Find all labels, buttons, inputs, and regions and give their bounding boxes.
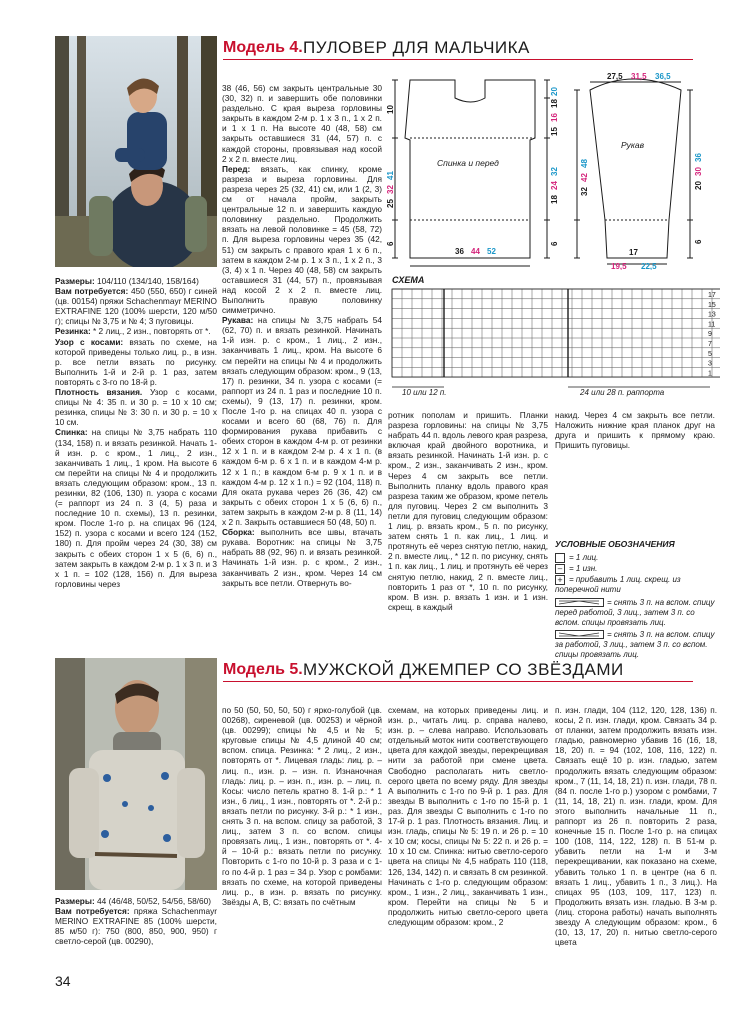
front-text: вязать, как спинку, кроме разреза и выреза горловины. Для разреза через 25 (32, 41) см, или 1 (2, 3) см от начала пройм, закрыть центральные 12 п. и завершить каждую половинку раздельно. Продолжить вязать на левой половинке = 45 (58, 72) п. Для выреза горловины через 35 (42, 51) см закрыть с правого края 1 х 6 п., затем в каждом 2-м р. 1 х 3 п., 1 х 2 п., 3 (3, 4) х 1 п. Через 40 (48, 58) см закрыть оставшиеся 31 (44, 57) п., провязывая над косой 2 х 2 п. вместе лиц. Выполнить правую половинку симметрично. xyxy=(222,163,382,316)
rib-text: * 2 лиц., 2 изн., повторять от *. xyxy=(90,326,211,337)
scheme-row-number: 11 xyxy=(708,321,716,329)
m5-sizes-text: 44 (46/48, 50/52, 54/56, 58/60) xyxy=(94,896,211,906)
dim-b22: 22,5 xyxy=(641,262,657,270)
garment-schematic xyxy=(385,70,720,270)
density-text: Узор с косами, спицы № 4: 35 п. и 30 р. = 10 х 10 см; резинка, спицы № 3: 30 п. и 30 р. = 10 х 10 см. xyxy=(55,387,217,428)
legend-increase-text: = прибавить 1 лиц. скрещ. из поперечной нити xyxy=(555,575,681,594)
finishing-text: накид. Через 4 см закрыть все петли. Наложить нижние края планок друг на друга и пришить к прямому краю. Пришить пуговицы. xyxy=(555,410,715,451)
back-text: на спицы № 3,75 набрать 110 (134, 158) п. и вязать резинкой. Начать 1-й изн. р. с кром., 1 лиц., 2 изн., заканчивать 1 лиц., 1 кром. На высоте 6 см перейти на спицы № 4 и продолжить вязать следующим образом: кром., 13 п. резинки, 82 (106, 130) п. узора с косами (= раппорт из 24 п. 3 (4, 5) раза и последние 10 п. схемы), 13 п. резинки, кром. После 1-го р. на спицах 96 (124, 152) п. узора с косами и всего 124 (152, 180) п. Для пройм через 24 (30, 38) см закрыть с обеих сторон 1 х 5 (6, 6) п., затем закрыть в каждом 2-м р. 1 х 3 п. и 3 х 1 п. = 102 (128, 156) п. Для выреза горловины через xyxy=(55,427,217,589)
model4-col2 xyxy=(222,83,382,668)
dim-s36: 36 xyxy=(694,153,703,162)
dim-20: 20 xyxy=(550,87,559,96)
model4-header-rule xyxy=(223,59,693,60)
front-back-label: Спинка и перед xyxy=(437,158,499,168)
model5-col2 xyxy=(222,705,382,965)
density-label: Плотность вязания. xyxy=(55,387,143,398)
model5-col3 xyxy=(388,705,548,965)
sleeve-piece-outline xyxy=(590,79,681,258)
legend-purl-text: = 1 изн. xyxy=(569,564,598,574)
legend-item-cable-back xyxy=(555,630,720,660)
scheme-row-number: 9 xyxy=(708,331,712,339)
dim-25b: 32 xyxy=(386,185,395,194)
dim-25a: 25 xyxy=(386,199,395,208)
sleeve-label: Рукава: xyxy=(222,315,254,326)
dim-15: 15 xyxy=(550,127,559,136)
legend-title: УСЛОВНЫЕ ОБОЗНАЧЕНИЯ xyxy=(555,539,675,549)
dim-36: 36 xyxy=(455,247,464,256)
page-number: 34 xyxy=(55,973,71,989)
legend-item-purl: – = 1 изн. xyxy=(555,564,720,574)
dim-18b: 18 xyxy=(550,195,559,204)
placket-text: ротник пополам и пришить. Планки разреза горловины: на спицы № 3,75 набрать 44 п. вдоль левого края разреза, включая край двойного воротника, и вязать резинкой. Начинать 1-й изн. р. с кром., 2 изн., заканчивать 2 изн., кром. Через 4 см закрыть все петли. Выполнить планку вдоль правого края разреза таким же образом, кроме петель для пуговиц. Через 2 см выполнить 3 петли для пуговиц следующим образом: 1 лиц. р. вязать кром., 5 п. по рисунку, затем снять 1 п. как лиц., 1 лиц. и протянуть её через снятую петлю, накид, 2 п. вместе лиц., * 12 п. по рисунку, снять 1 п. как лиц., 1 лиц. и протянуть её через снятую петлю, накид, 2 п. вместе лиц., повторить 1 раз от *, 10 п. по рисунку, кром. В изн. р. вязать 1 изн. и 1 изн. скрещ. в каждый xyxy=(388,410,548,612)
dim-24: 24 xyxy=(550,181,559,190)
man-sweater-photo xyxy=(55,658,217,890)
neckline-text: 38 (46, 56) см закрыть центральные 30 (30, 32) п. и завершить обе половинки раздельно. С края выреза горловины закрыть в каждом 2-м р. 1 х 3 п., 1 х 2 п. и 1 х 1 п. На высоте 40 (48, 58) см закрыть оставшиеся 31 (44, 57) п. с каждой стороны, провязывая над косой 2 х 2 п. вместе лиц. xyxy=(222,83,382,164)
rib-label: Резинка: xyxy=(55,326,91,337)
dim-6b: 6 xyxy=(550,241,559,246)
dim-b17: 17 xyxy=(629,248,638,257)
boy-father-photo xyxy=(55,36,217,267)
dim-10: 10 xyxy=(386,105,395,114)
cable-label: Узор с косами: xyxy=(55,336,124,347)
materials-label: Вам потребуется: xyxy=(55,286,129,297)
scheme-label-right: 24 или 28 п. раппорта xyxy=(580,388,665,397)
model5-header xyxy=(223,660,693,682)
model4-col3 xyxy=(388,410,548,668)
sizes-label: Размеры: xyxy=(55,276,95,286)
dim-s32: 32 xyxy=(580,187,589,196)
dim-16: 16 xyxy=(550,113,559,122)
body-piece-outline xyxy=(405,80,535,258)
back-label: Спинка: xyxy=(55,427,88,438)
dim-b19: 19,5 xyxy=(611,262,627,270)
m5-col3-text: схемам, на которых приведены лиц. и изн. р., читать лиц. р. справа налево, изн. р. – слева направо. Использовать отдельный моток нити соответствующего цвета для каждой звезды, перекрещивая нити за работой при смене цвета. Свободно располагать нить светло-серого цвета по всему ряду. Для звезды А выполнить с 1-го по 9-й р. 1 раз. Для звезды В выполнить с 1-го по 15-й р. 1 раз. Для звезды С выполнить с 1-го по 17-й р. 1 раз. Плотность вязания. Лиц. и изн. гладь, спицы № 5: 19 п. и 26 р. = 10 х 10 см; косы, спицы № 5: 22 п. и 26 р. = 10 х 10 см. Спинка: нитью светло-серого цвета на спицы № 4,5 набрать 110 (118, 126, 134, 142) п. и связать 8 см резинкой. Начинать с 1-го р. следующим образом: кром., 1 изн., 2 лиц., заканчивать 1 изн., кром. Перейти на спицы № 5 и продолжить нитью светло-серого цвета следующим образом: кром., 2 xyxy=(388,705,548,927)
scheme-row-number: 1 xyxy=(708,370,712,378)
dim-top-c: 36,5 xyxy=(655,72,671,81)
m5-col4-text: п. изн. глади, 104 (112, 120, 128, 136) п. косы, 2 п. изн. глади, кром. Связать 34 р. от планки, затем продолжить вязать изн. гладью, равномерно убавив 16 (16, 18, 18, 20) п. = 94 (102, 108, 116, 122) п. Связать ещё 10 р. изн. гладью, затем продолжить вязать следующим образом: кром., 7 (11, 14, 18, 21) п. изн. глади, 78 п. (84 п. после 1-го р.) узором с ромбами, 7 (11, 14, 18, 21) п. изн. глади, кром. Для этого выполнить начальные 11 п., раппорт из 26 п. повторить 2 раза, конечные 15 п. После 1-го р. на спицах 100 (108, 114, 122, 128) п. В 51-м р. убавить петли на 1-м и 3-м перекрещивании, как показано на схеме, убавить только 1 п. в центре (на 6 п. вязать 1 лиц., убавить 1 п., 3 лиц.). На спицах 95 (103, 109, 117, 123) п. Продолжить вязать изн. гладью. В 3-м р. (лиц. сторона работы) начать выполнять звезду А следующим образом: кром., 6 (10, 13, 17, 20) п. нитью светло-серого цвета xyxy=(555,705,717,948)
sleeve-text: на спицы № 3,75 набрать 54 (62, 70) п. и вязать резинкой. Начинать 1-й изн. р. с кром., 1 лиц., 2 изн., заканчивать 1 лиц., кром. На высоте 6 см перейти на спицы № 4 и продолжить вязать следующим образом: кром., 9 (13, 17) п. резинки, 34 п. узора с косами (= раппорт из 24 п. 1 раз и последние 10 п. схемы), 9 (13, 17) п. резинки, кром. После 1-го р. на спицах 40 п. узора с косами и всего 60 (68, 76) п. Для формирования рукава прибавить с обеих сторон в каждом 4-м р. от резинки 12 х 1 п. и в каждом 2-м р. 4 х 1 п. (в каждом 6-м р. 6 х 1 п. и в каждом 4-м р. 12 х 1 п.; в каждом 6-м р. 9 х 1 п. и в каждом 4-м р. 12 х 1 п.) = 92 (104, 118) п. Для оката рукава через 26 (36, 42) см закрыть с обеих сторон 1 х 5 (6, 6) п., затем закрыть в каждом 2-м р. 8 (11, 14) х 2 п. Закрыть оставшиеся 50 (48, 50) п. xyxy=(222,315,382,528)
dim-s48: 48 xyxy=(580,159,589,168)
dim-44: 44 xyxy=(471,247,480,256)
assembly-text: выполнить все швы, втачать рукава. Воротник: на спицы № 3,75 набрать 88 (92, 96) п. и вязать резинкой. Начинать 1-й изн. р. с кром., 2 изн., заканчивать 2 изн., кром. Через 14 см закрыть все петли. Отвернуть во- xyxy=(222,527,382,588)
assembly-label: Сборка: xyxy=(222,527,255,538)
model5-col1 xyxy=(55,896,217,966)
scheme-row-number: 3 xyxy=(708,360,712,368)
sleeve-piece-label: Рукав xyxy=(621,140,645,150)
cable-text: вязать по схеме, на которой приведены только лиц. р., в изн. р. все петли вязать по рисунку. Выполнить 1-й и 2-й р. 1 раз, затем повторять с 3-го по 18-й р. xyxy=(55,336,217,387)
scheme-row-number: 15 xyxy=(708,301,716,309)
legend-cable-back-text: = снять 3 п. на вспом. спицу за работой, 3 лиц., затем 3 п. со вспом. спицы провязать лиц. xyxy=(555,630,715,659)
scheme-label-left: 10 или 12 п. xyxy=(402,388,447,397)
cable-scheme-chart xyxy=(390,287,720,399)
dim-52: 52 xyxy=(487,247,496,256)
sizes-text: 104/110 (134/140, 158/164) xyxy=(94,276,199,286)
dim-s20: 20 xyxy=(694,181,703,190)
legend-knit-text: = 1 лиц. xyxy=(569,553,599,563)
scheme-row-number: 7 xyxy=(708,341,712,348)
dim-top-b: 31,5 xyxy=(631,72,647,81)
dim-32: 32 xyxy=(550,167,559,176)
model5-number: Модель 5. xyxy=(223,661,303,678)
front-label: Перед: xyxy=(222,163,251,174)
m5-col2-text: по 50 (50, 50, 50, 50) г ярко-голубой (цв. 00268), сиреневой (цв. 00253) и чёрной (цв. 00299); спицы № 4,5 и № 5; круговые спицы № 4,5 длиной 40 см; вспом. спица. Резинка: * 2 лиц., 2 изн., повторять от *. Лицевая гладь: лиц. р. – лиц. п., изн. р. – изн. п. Изнаночная гладь: лиц. р. – изн. п., изн. р. – лиц. п. Косы: число петель кратно 8. 1-й р.: * 1 изн., 6 лиц., 1 изн., повторять от *. 2-й р.: вязать петли по рисунку. 3-й р.: * 1 изн., снять 3 п. на вспом. спицу за работой, 3 лиц., затем 3 п. со вспом. спицы провязать лиц., 1 изн., повторять от *. 4-й – 10-й р.: вязать петли по рисунку. Повторить с 1-го по 10-й р. 3 раза и с 1-го по 4-й р. 1 раз = 34 р. Узор с ромбами: вязать по схеме, на которой приведены лиц. р., в изн. р. вязать по рисунку. Звёзды А, В, С: вязать по счётным xyxy=(222,705,382,907)
model4-header xyxy=(223,38,693,60)
model5-title: МУЖСКОЙ ДЖЕМПЕР СО ЗВЁЗДАМИ xyxy=(303,660,624,679)
legend-item-knit xyxy=(555,553,720,563)
m5-sizes-label: Размеры: xyxy=(55,896,95,906)
dim-25c: 41 xyxy=(386,171,395,180)
dim-s30: 30 xyxy=(694,167,703,176)
scheme-row-number: 17 xyxy=(708,292,716,299)
model4-col4 xyxy=(555,410,715,460)
model4-number: Модель 4. xyxy=(223,39,303,56)
dim-s6: 6 xyxy=(694,239,703,244)
model5-header-rule xyxy=(223,681,693,682)
dim-top-a: 27,5 xyxy=(607,72,623,81)
model4-col1 xyxy=(55,276,217,668)
m5-materials-text: пряжа Schachenmayr MERINO EXTRAFINE 85 (100% шерсти, 85 м/50 г): 750 (800, 850, 900, 950) г светло-серой (цв. 00290), xyxy=(55,906,217,947)
legend-cable-front-text: = снять 3 п. на вспом. спицу перед работой, 3 лиц., затем 3 п. со вспом. спицы провязать лиц. xyxy=(555,598,715,627)
scheme-title: СХЕМА xyxy=(392,275,425,285)
model4-title: ПУЛОВЕР ДЛЯ МАЛЬЧИКА xyxy=(303,38,530,57)
dim-s42: 42 xyxy=(580,173,589,182)
m5-materials-label: Вам потребуется: xyxy=(55,906,130,917)
dim-6: 6 xyxy=(386,241,395,246)
legend-item-increase: + = прибавить 1 лиц. скрещ. из поперечной нити xyxy=(555,575,681,594)
dim-18: 18 xyxy=(550,99,559,108)
legend-item-cable-front xyxy=(555,598,720,628)
model5-col4 xyxy=(555,705,717,965)
scheme-row-number: 5 xyxy=(708,350,712,358)
scheme-row-number: 13 xyxy=(708,311,716,319)
materials-text: 450 (550, 650) г синей (цв. 00154) пряжи Schachenmayr MERINO EXTRAFINE 120 (100% шерсти, 120 м/50 г); спицы № 3,75 и № 4; 3 пуговицы. xyxy=(55,286,217,327)
